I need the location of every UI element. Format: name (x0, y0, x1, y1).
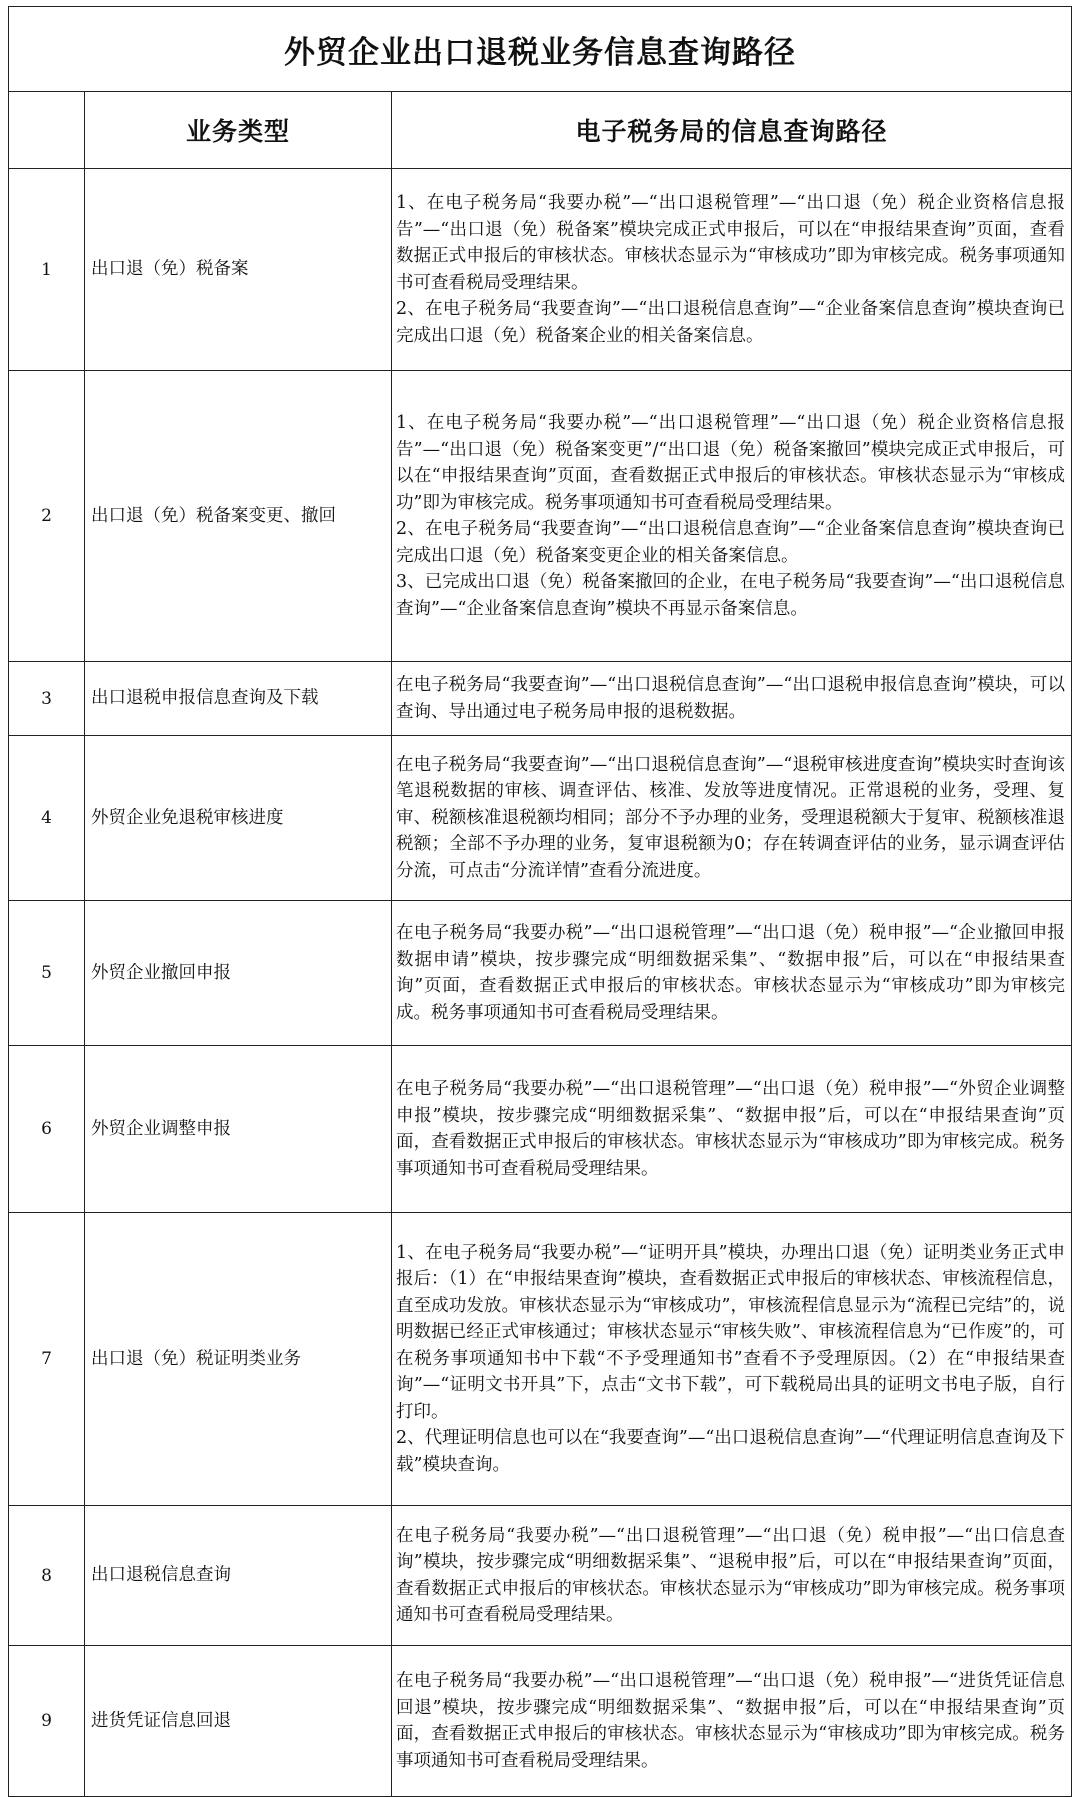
path-paragraph: 在电子税务局“我要查询”—“出口退税信息查询”—“退税审核进度查询”模块实时查询该笔退税数据的审核、调查评估、核准、发放等进度情况。正常退税的业务，受理、复审、税额核准退税额均相同；部分不予办理的业务，受理退税额大于复审、税额核准退税额；全部不予办理的业务，复审退税额为0；存在转调查评估的业务，显示调查评估分流，可点击“分流详情”查看分流进度。 (396, 754, 1065, 881)
row-number: 3 (9, 662, 85, 736)
path-paragraph: 在电子税务局“我要办税”—“出口退税管理”—“出口退（免）税申报”—“企业撤回申报数据申请”模块，按步骤完成“明细数据采集”、“数据申报”后，可以在“申报结果查询”页面，查看数据正式申报后的审核状态。审核状态显示为“审核成功”即为审核完成。税务事项通知书可查看税局受理结果。 (396, 923, 1065, 1023)
query-path (392, 371, 1072, 662)
path-paragraph: 2、在电子税务局“我要查询”—“出口退税信息查询”—“企业备案信息查询”模块查询已完成出口退（免）税备案企业的相关备案信息。 (396, 299, 1065, 346)
query-path (392, 169, 1072, 371)
business-type: 出口退税信息查询 (85, 1506, 392, 1646)
row-number: 9 (9, 1646, 85, 1797)
business-type: 出口退（免）税备案 (85, 169, 392, 371)
row-number: 5 (9, 901, 85, 1046)
row-number: 4 (9, 736, 85, 901)
business-type: 出口退（免）税备案变更、撤回 (85, 371, 392, 662)
business-type: 外贸企业调整申报 (85, 1046, 392, 1213)
row-number: 7 (9, 1213, 85, 1506)
row-number: 2 (9, 371, 85, 662)
row-number: 1 (9, 169, 85, 371)
query-path (392, 662, 1072, 736)
query-path (392, 1213, 1072, 1506)
path-paragraph: 1、在电子税务局“我要办税”—“出口退税管理”—“出口退（免）税企业资格信息报告”—“出口退（免）税备案变更”/“出口退（免）税备案撤回”模块完成正式申报后，可以在“申报结果查询”页面，查看数据正式申报后的审核状态。审核状态显示为“审核成功”即为审核完成。税务事项通知书可查看税局受理结果。 (396, 413, 1065, 513)
business-type: 外贸企业免退税审核进度 (85, 736, 392, 901)
path-paragraph: 在电子税务局“我要办税”—“出口退税管理”—“出口退（免）税申报”—“外贸企业调整申报”模块，按步骤完成“明细数据采集”、“数据申报”后，可以在“申报结果查询”页面，查看数据正式申报后的审核状态。审核状态显示为“审核成功”即为审核完成。税务事项通知书可查看税局受理结果。 (396, 1079, 1065, 1179)
table-row (9, 1046, 1072, 1213)
path-paragraph: 在电子税务局“我要办税”—“出口退税管理”—“出口退（免）税申报”—“出口信息查询”模块，按步骤完成“明细数据采集”、“退税申报”后，可以在“申报结果查询”页面，查看数据正式申报后的审核状态。审核状态显示为“审核成功”即为审核完成。税务事项通知书可查看税局受理结果。 (396, 1525, 1065, 1625)
path-paragraph: 1、在电子税务局“我要办税”—“证明开具”模块，办理出口退（免）证明类业务正式申报后：（1）在“申报结果查询”模块，查看数据正式申报后的审核状态、审核流程信息，直至成功发放。审核状态显示为“审核成功”，审核流程信息显示为“流程已完结”的，说明数据已经正式审核通过；审核状态显示“审核失败”、审核流程信息为“已作废”的，可在税务事项通知书中下载“不予受理通知书”查看不予受理原因。（2）在“申报结果查询”—“证明文书开具”下，点击“文书下载”，可下载税局出具的证明文书电子版，自行打印。 (396, 1242, 1065, 1422)
table-row (9, 1506, 1072, 1646)
path-paragraph: 在电子税务局“我要办税”—“出口退税管理”—“出口退（免）税申报”—“进货凭证信息回退”模块，按步骤完成“明细数据采集”、“数据申报”后，可以在“申报结果查询”页面，查看数据正式申报后的审核状态。审核状态显示为“审核成功”即为审核完成。税务事项通知书可查看税局受理结果。 (396, 1671, 1065, 1771)
business-type: 出口退税申报信息查询及下载 (85, 662, 392, 736)
query-path-table (8, 6, 1072, 1797)
header-path: 电子税务局的信息查询路径 (392, 92, 1072, 169)
table-row (9, 662, 1072, 736)
table-row (9, 1646, 1072, 1797)
header-row (9, 92, 1072, 169)
query-path (392, 1046, 1072, 1213)
row-number: 6 (9, 1046, 85, 1213)
table-title: 外贸企业出口退税业务信息查询路径 (9, 7, 1072, 92)
title-row (9, 7, 1072, 92)
path-paragraph: 3、已完成出口退（免）税备案撤回的企业，在电子税务局“我要查询”—“出口退税信息查询”—“企业备案信息查询”模块不再显示备案信息。 (396, 572, 1065, 619)
path-paragraph: 2、在电子税务局“我要查询”—“出口退税信息查询”—“企业备案信息查询”模块查询已完成出口退（免）税备案变更企业的相关备案信息。 (396, 519, 1065, 566)
query-path (392, 736, 1072, 901)
business-type: 出口退（免）税证明类业务 (85, 1213, 392, 1506)
header-num (9, 92, 85, 169)
table-row (9, 371, 1072, 662)
business-type: 外贸企业撤回申报 (85, 901, 392, 1046)
document-page (8, 6, 1071, 1797)
query-path (392, 1646, 1072, 1797)
table-row (9, 1213, 1072, 1506)
table-row (9, 736, 1072, 901)
query-path (392, 1506, 1072, 1646)
path-paragraph: 2、代理证明信息也可以在“我要查询”—“出口退税信息查询”—“代理证明信息查询及下载”模块查询。 (396, 1428, 1065, 1475)
table-row (9, 901, 1072, 1046)
row-number: 8 (9, 1506, 85, 1646)
header-type: 业务类型 (85, 92, 392, 169)
path-paragraph: 在电子税务局“我要查询”—“出口退税信息查询”—“出口退税申报信息查询”模块，可以查询、导出通过电子税务局申报的退税数据。 (396, 675, 1065, 722)
business-type: 进货凭证信息回退 (85, 1646, 392, 1797)
table-row (9, 169, 1072, 371)
path-paragraph: 1、在电子税务局“我要办税”—“出口退税管理”—“出口退（免）税企业资格信息报告”—“出口退（免）税备案”模块完成正式申报后，可以在“申报结果查询”页面，查看数据正式申报后的审核状态。审核状态显示为“审核成功”即为审核完成。税务事项通知书可查看税局受理结果。 (396, 193, 1065, 293)
query-path (392, 901, 1072, 1046)
